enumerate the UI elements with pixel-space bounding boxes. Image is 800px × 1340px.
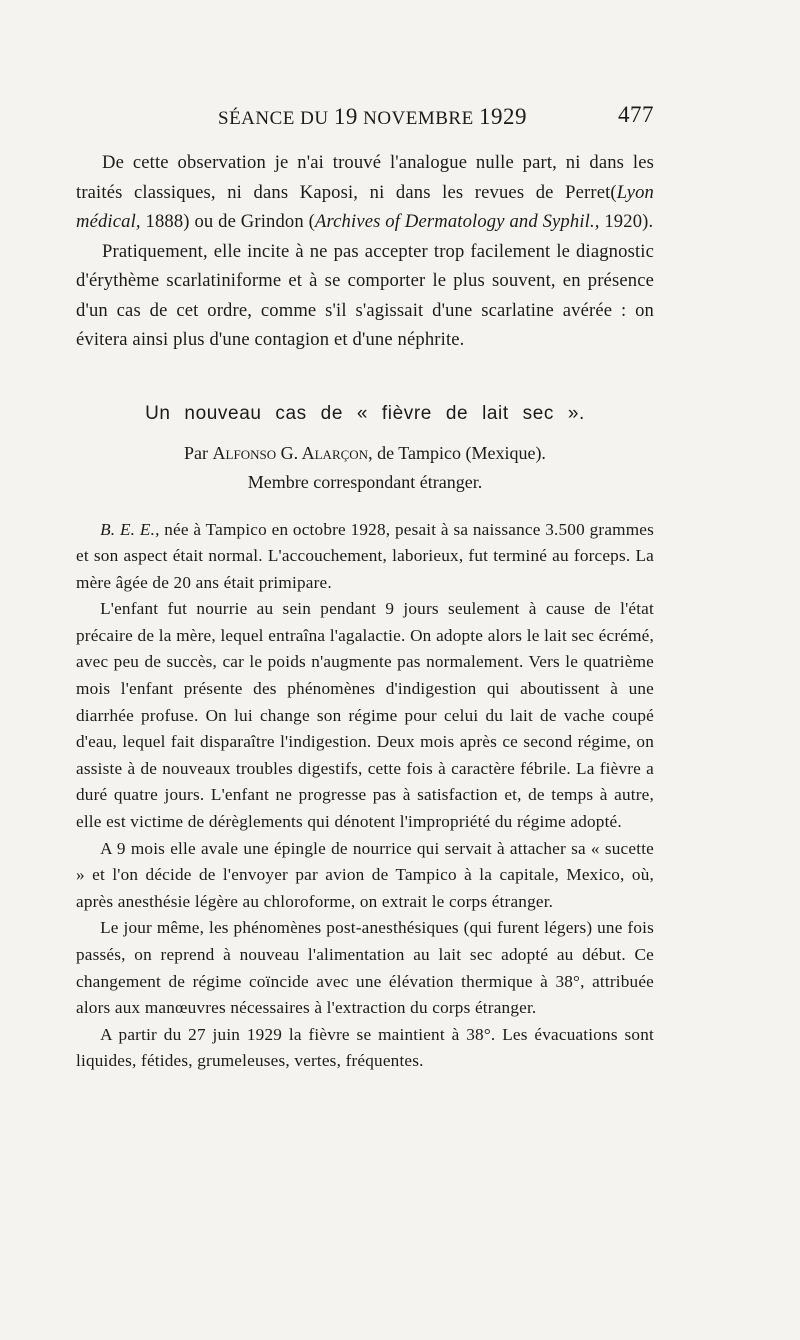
page [76, 100, 654, 1075]
intro-text-c: 1888) ou de Grindon ( [140, 211, 315, 232]
patient-initials: B. E. E., [100, 519, 160, 539]
byline-suffix: de Tampico (Mexique). [377, 442, 546, 463]
running-head [76, 100, 654, 136]
running-title [218, 104, 527, 130]
byline [76, 439, 654, 468]
intro-text-a: De cette observation je n'ai trouvé l'analogue nulle part, ni dans les traités classiques, ni dans Kaposi, ni dans les revues de Perret( [76, 152, 654, 203]
report-paragraph-1 [76, 517, 654, 597]
author-role: Membre correspondant étranger. [247, 471, 483, 492]
intro-citation-lyon: Lyon médical, [76, 181, 654, 232]
intro-citation-archives: Archives of Dermatology and Syphil., [314, 211, 600, 232]
title-month: NOVEMBRE [363, 108, 474, 129]
byline-prefix: Par [184, 442, 209, 463]
page-number: 477 [618, 102, 654, 127]
intro-text-e: 1920). [599, 211, 654, 232]
case-report [76, 517, 654, 1075]
author-name: Alfonso G. Alarçon, [212, 442, 373, 463]
title-year: 1929 [478, 104, 527, 129]
intro-paragraph-1 [76, 148, 654, 237]
report-paragraph-4: Le jour même, les phénomènes post-anesthésiques (qui furent légers) une fois passés, on reprend à nouveau l'alimentation au lait sec adopté au début. Ce changement de régime coïncide avec une élévation thermique à 38°, attribuée alors aux manœuvres nécessaires à l'extraction du corps étranger. [76, 918, 654, 1018]
report-paragraph-2: L'enfant fut nourrie au sein pendant 9 jours seulement à cause de l'état précaire de la mère, lequel entraîna l'agalactie. On adopte alors le lait sec écrémé, avec peu de succès, car le poids n'augmente pas normalement. Vers le quatrième mois l'enfant présente des phénomènes d'indigestion qui aboutissent à une diarrhée profuse. On lui change son régime pour celui du lait de vache coupé d'eau, lequel fait disparaître l'indigestion. Deux mois après ce second régime, on assiste à de nouveaux troubles digestifs, cette fois à caractère fébrile. La fièvre a duré quatre jours. L'enfant ne progresse pas à satisfaction et, de temps à autre, elle est victime de dérèglements qui dénotent l'impropriété du régime adopté. [76, 599, 654, 832]
report-paragraph-3: A 9 mois elle avale une épingle de nourrice qui servait à attacher sa « sucette » et l'on décide de l'envoyer par avion de Tampico à la capitale, Mexico, où, après anesthésie légère au chloroforme, on extrait le corps étranger. [76, 838, 654, 911]
report-paragraph-5: A partir du 27 juin 1929 la fièvre se maintient à 38°. Les évacuations sont liquides, fétides, grumeleuses, vertes, fréquentes. [76, 1024, 654, 1071]
title-day: 19 [333, 104, 358, 129]
article-title: Un nouveau cas de « fièvre de lait sec ». [145, 402, 585, 424]
title-prefix: SÉANCE DU [218, 108, 329, 129]
report-p1-text: née à Tampico en octobre 1928, pesait à sa naissance 3.500 grammes et son aspect était normal. L'accouchement, laborieux, fut terminé au forceps. La mère âgée de 20 ans était primipare. [76, 519, 655, 592]
intro-paragraph-2: Pratiquement, elle incite à ne pas accepter trop facilement le diagnostic d'érythème scarlatiniforme et à se comporter le plus souvent, en présence d'un cas de cet ordre, comme s'il s'agissait d'une scarlatine avérée : on évitera ainsi plus d'une contagion et d'une néphrite. [76, 240, 654, 350]
